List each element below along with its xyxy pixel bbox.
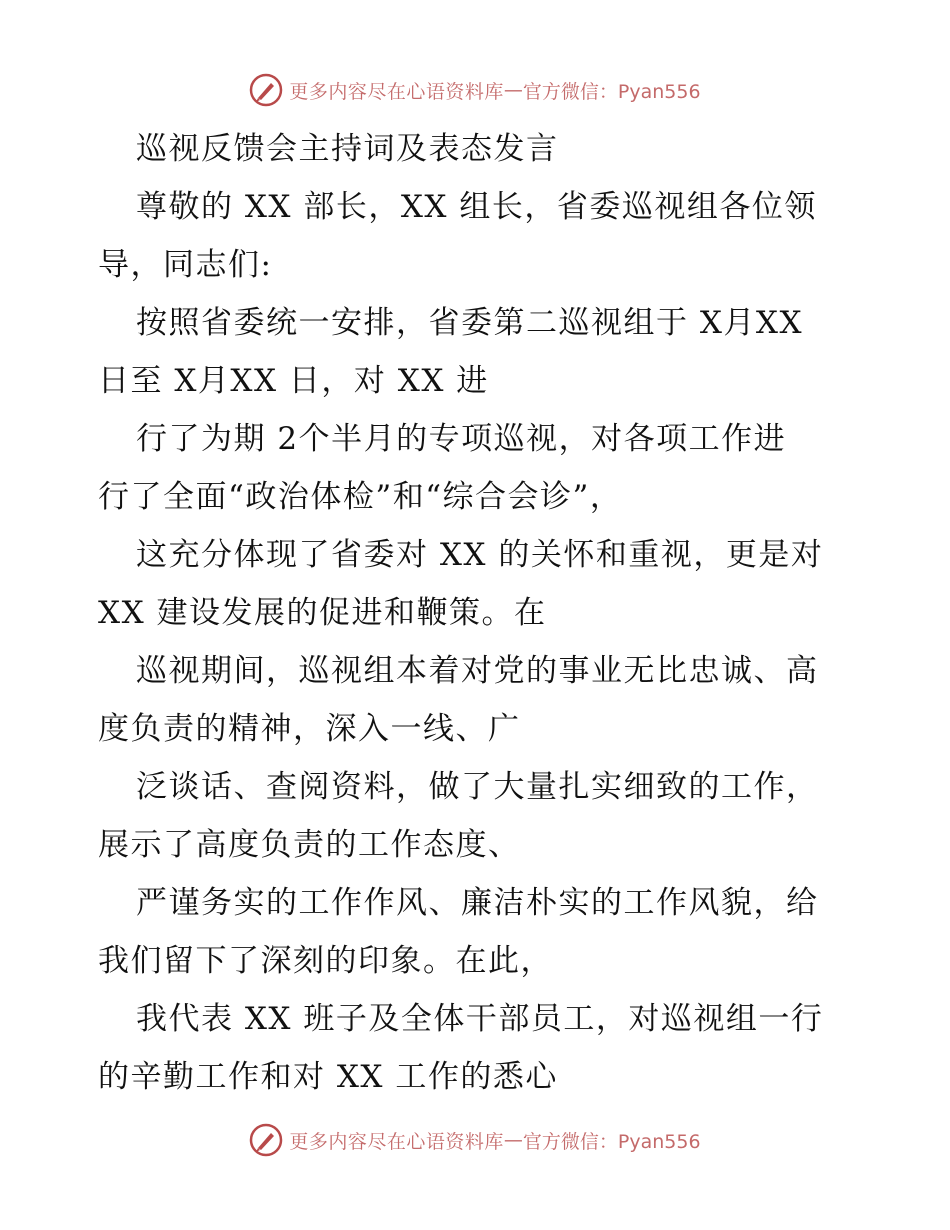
doc-line-6: 行了全面“政治体检”和“综合会诊”， [98,479,623,515]
doc-line-12: 展示了高度负责的工作态度、 [98,827,521,863]
watermark-site-text: 更多内容尽在心语资料库 [289,80,504,103]
quill-logo-icon [249,73,283,107]
doc-line-2: 导，同志们: [98,247,273,283]
watermark-separator: — [503,79,523,101]
doc-line-14: 我们留下了深刻的印象。在此， [98,943,553,979]
watermark-site-text: 更多内容尽在心语资料库 [289,1130,504,1153]
doc-line-9: 巡视期间，巡视组本着对党的事业无比忠诚、高 [136,653,819,689]
doc-line-13: 严谨务实的工作作风、廉洁朴实的工作风貌，给 [136,885,819,921]
doc-line-0: 巡视反馈会主持词及表态发言 [136,131,559,167]
document-body [98,120,858,1106]
doc-line-10: 度负责的精神，深入一线、广 [98,711,521,747]
doc-line-4: 日至 X月XX 日，对 XX 进 [98,363,489,399]
doc-line-15: 我代表 XX 班子及全体干部员工，对巡视组一行 [136,1001,824,1037]
footer-watermark [0,1120,950,1160]
doc-line-1: 尊敬的 XX 部长，XX 组长，省委巡视组各位领 [136,189,817,225]
watermark-separator: — [503,1129,523,1151]
header-watermark [0,70,950,110]
doc-line-16: 的辛勤工作和对 XX 工作的悉心 [98,1059,558,1095]
watermark-wechat-text: 官方微信：Pyan556 [522,1130,701,1153]
doc-line-5: 行了为期 2个半月的专项巡视，对各项工作进 [136,421,787,457]
watermark-wechat-text: 官方微信：Pyan556 [522,80,701,103]
doc-line-11: 泛谈话、查阅资料，做了大量扎实细致的工作， [136,769,819,805]
doc-line-3: 按照省委统一安排，省委第二巡视组于 X月XX [136,305,804,341]
quill-logo-icon [249,1123,283,1157]
doc-line-8: XX 建设发展的促进和鞭策。在 [98,595,547,631]
doc-line-7: 这充分体现了省委对 XX 的关怀和重视，更是对 [136,537,824,573]
